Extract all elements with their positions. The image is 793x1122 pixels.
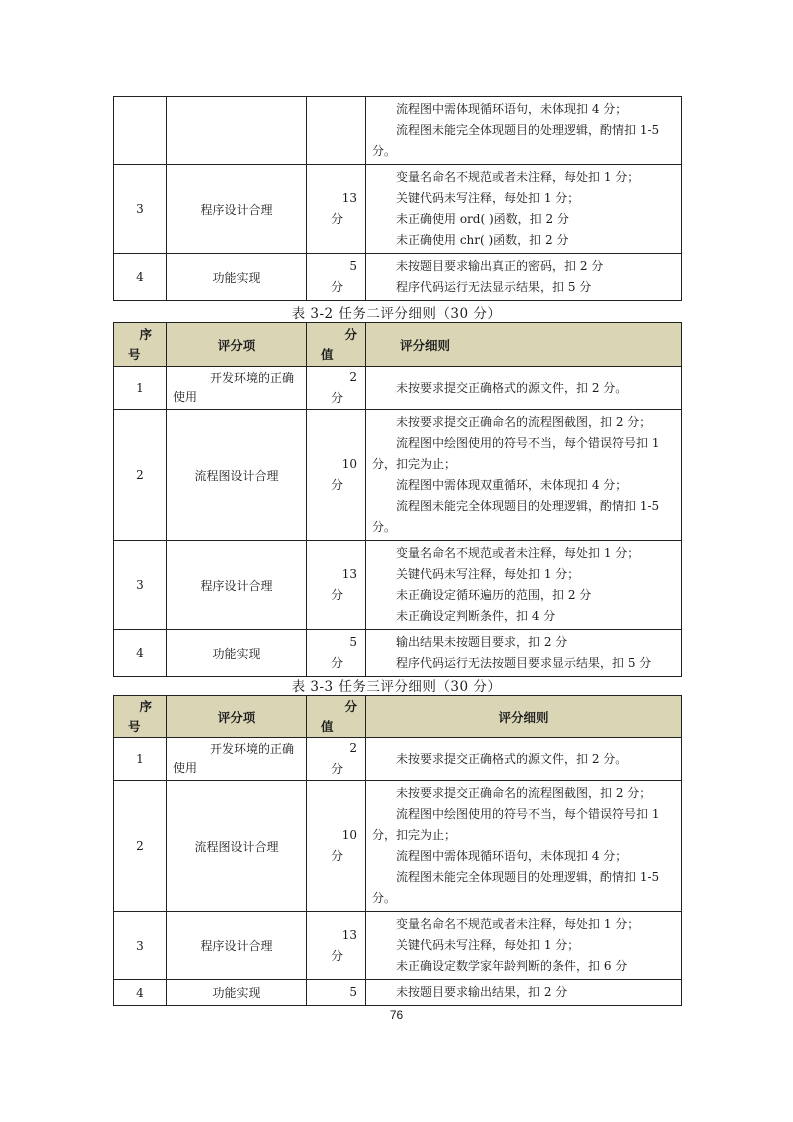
header-seq: 序 号 [114, 323, 167, 367]
table-row [114, 738, 682, 781]
row-score [307, 781, 366, 912]
detail-line: 未正确使用 ord( )函数，扣 2 分 [396, 212, 569, 226]
row-number [114, 97, 167, 165]
detail-line: 未按要求提交正确命名的流程图截图，扣 2 分； [396, 415, 652, 429]
row-number: 1 [114, 367, 167, 410]
detail-line: 流程图中绘图使用的符号不当，每个错误符号扣 1 [396, 436, 660, 450]
row-number: 3 [114, 541, 167, 630]
row-score [307, 541, 366, 630]
detail-line: 未正确设定判断条件，扣 4 分 [396, 609, 556, 623]
detail-line: 变量名命名不规范或者未注释，每处扣 1 分； [396, 546, 640, 560]
row-item: 流程图设计合理 [167, 781, 307, 912]
detail-line: 分，扣完为止； [372, 828, 457, 842]
table-header-row [114, 323, 682, 367]
header-score: 分 值 [307, 696, 366, 738]
detail-line: 未按题目要求输出结果，扣 2 分 [396, 985, 568, 999]
row-number: 2 [114, 781, 167, 912]
table-row [114, 165, 682, 254]
row-number: 3 [114, 912, 167, 980]
row-detail [366, 165, 682, 254]
table-row [114, 97, 682, 165]
row-score-unit: 分 [331, 656, 344, 670]
detail-line: 分，扣完为止； [372, 457, 457, 471]
row-number: 2 [114, 410, 167, 541]
header-seq: 序 号 [114, 696, 167, 738]
header-detail: 评分细则 [366, 696, 682, 738]
detail-line: 未按题目要求输出真正的密码，扣 2 分 [396, 259, 604, 273]
table-row [114, 254, 682, 301]
header-score: 分 值 [307, 323, 366, 367]
row-item-line: 使用 [173, 761, 198, 775]
detail-line: 流程图中需体现双重循环，未体现扣 4 分； [396, 478, 628, 492]
detail-line: 未正确使用 chr( )函数，扣 2 分 [396, 233, 569, 247]
row-item [167, 738, 307, 781]
row-score [307, 630, 366, 677]
row-score-unit: 分 [331, 588, 344, 602]
row-item: 程序设计合理 [167, 912, 307, 980]
table-row [114, 410, 682, 541]
row-score [307, 912, 366, 980]
detail-line: 流程图未能完全体现题目的处理逻辑，酌情扣 1-5 [396, 123, 660, 137]
table-2-caption: 表 3-2 任务二评分细则（30 分） [291, 306, 502, 322]
detail-line: 未按要求提交正确命名的流程图截图，扣 2 分； [396, 786, 652, 800]
detail-line: 输出结果未按题目要求，扣 2 分 [396, 635, 568, 649]
row-detail [366, 254, 682, 301]
row-score-value: 13 [341, 567, 357, 581]
row-score-unit: 分 [331, 478, 344, 492]
detail-line: 分。 [372, 144, 397, 158]
detail-line: 流程图中需体现循环语句，未体现扣 4 分； [396, 102, 628, 116]
row-score-value: 13 [341, 927, 357, 942]
table-row [114, 781, 682, 912]
scoring-table-2 [113, 322, 682, 677]
header-item: 评分项 [167, 323, 307, 367]
detail-line: 未正确设定循环遍历的范围，扣 2 分 [396, 588, 592, 602]
row-item: 流程图设计合理 [167, 410, 307, 541]
row-detail [366, 980, 682, 1006]
row-number: 4 [114, 980, 167, 1006]
row-score-unit: 分 [331, 212, 344, 226]
detail-line: 未按要求提交正确格式的源文件，扣 2 分。 [396, 751, 628, 766]
row-score-value: 10 [341, 457, 357, 471]
row-detail [366, 912, 682, 980]
row-score [307, 980, 366, 1006]
row-number: 4 [114, 630, 167, 677]
scoring-table-3 [113, 695, 682, 1006]
detail-line: 变量名命名不规范或者未注释，每处扣 1 分； [396, 917, 640, 931]
detail-line: 程序代码运行无法显示结果，扣 5 分 [396, 280, 592, 294]
row-score-unit: 分 [331, 948, 344, 963]
row-item: 功能实现 [167, 254, 307, 301]
row-score [307, 738, 366, 781]
row-score-value: 5 [349, 259, 357, 273]
detail-line: 分。 [372, 891, 397, 905]
detail-line: 流程图中需体现循环语句，未体现扣 4 分； [396, 849, 628, 863]
header-item: 评分项 [167, 696, 307, 738]
table-row [114, 912, 682, 980]
page-number: 76 [389, 1008, 404, 1022]
header-detail: 评分细则 [366, 323, 682, 367]
row-detail [366, 97, 682, 165]
row-item [167, 367, 307, 410]
row-detail [366, 781, 682, 912]
row-detail [366, 410, 682, 541]
row-detail [366, 630, 682, 677]
row-detail [366, 541, 682, 630]
row-score-value: 5 [349, 985, 357, 999]
detail-line: 分。 [372, 520, 397, 534]
row-score-unit: 分 [331, 280, 344, 294]
row-item: 功能实现 [167, 630, 307, 677]
row-item-line: 开发环境的正确 [209, 742, 294, 756]
table-row [114, 630, 682, 677]
detail-line: 未按要求提交正确格式的源文件，扣 2 分。 [396, 380, 628, 395]
row-score-value: 2 [349, 370, 357, 384]
row-score-value: 10 [341, 828, 357, 842]
row-item: 程序设计合理 [167, 541, 307, 630]
table-row [114, 367, 682, 410]
detail-line: 变量名命名不规范或者未注释，每处扣 1 分； [396, 170, 640, 184]
scoring-table-1-continued [113, 96, 682, 301]
row-item [167, 97, 307, 165]
row-score-value: 13 [341, 191, 357, 205]
detail-line: 关键代码未写注释，每处扣 1 分； [396, 191, 580, 205]
row-score [307, 410, 366, 541]
row-score-unit: 分 [331, 762, 344, 776]
row-detail [366, 738, 682, 781]
table-row [114, 980, 682, 1006]
detail-line: 未正确设定数学家年龄判断的条件，扣 6 分 [396, 959, 628, 973]
table-3-caption: 表 3-3 任务三评分细则（30 分） [291, 679, 502, 695]
row-score-value: 2 [349, 741, 357, 755]
row-score-unit: 分 [331, 391, 344, 405]
row-number: 3 [114, 165, 167, 254]
row-item: 程序设计合理 [167, 165, 307, 254]
detail-line: 程序代码运行无法按题目要求显示结果，扣 5 分 [396, 656, 652, 670]
row-score [307, 165, 366, 254]
table-row [114, 541, 682, 630]
row-item-line: 开发环境的正确 [209, 371, 294, 385]
row-detail [366, 367, 682, 410]
detail-line: 流程图未能完全体现题目的处理逻辑，酌情扣 1-5 [396, 499, 660, 513]
detail-line: 流程图未能完全体现题目的处理逻辑，酌情扣 1-5 [396, 870, 660, 884]
row-item-line: 使用 [173, 390, 198, 404]
row-score [307, 254, 366, 301]
row-number: 4 [114, 254, 167, 301]
row-number: 1 [114, 738, 167, 781]
row-score-unit: 分 [331, 849, 344, 863]
table-header-row [114, 696, 682, 738]
detail-line: 关键代码未写注释，每处扣 1 分； [396, 938, 580, 952]
row-item: 功能实现 [167, 980, 307, 1006]
row-score [307, 367, 366, 410]
row-score-value: 5 [349, 635, 357, 649]
detail-line: 关键代码未写注释，每处扣 1 分； [396, 567, 580, 581]
row-score [307, 97, 366, 165]
detail-line: 流程图中绘图使用的符号不当，每个错误符号扣 1 [396, 807, 660, 821]
